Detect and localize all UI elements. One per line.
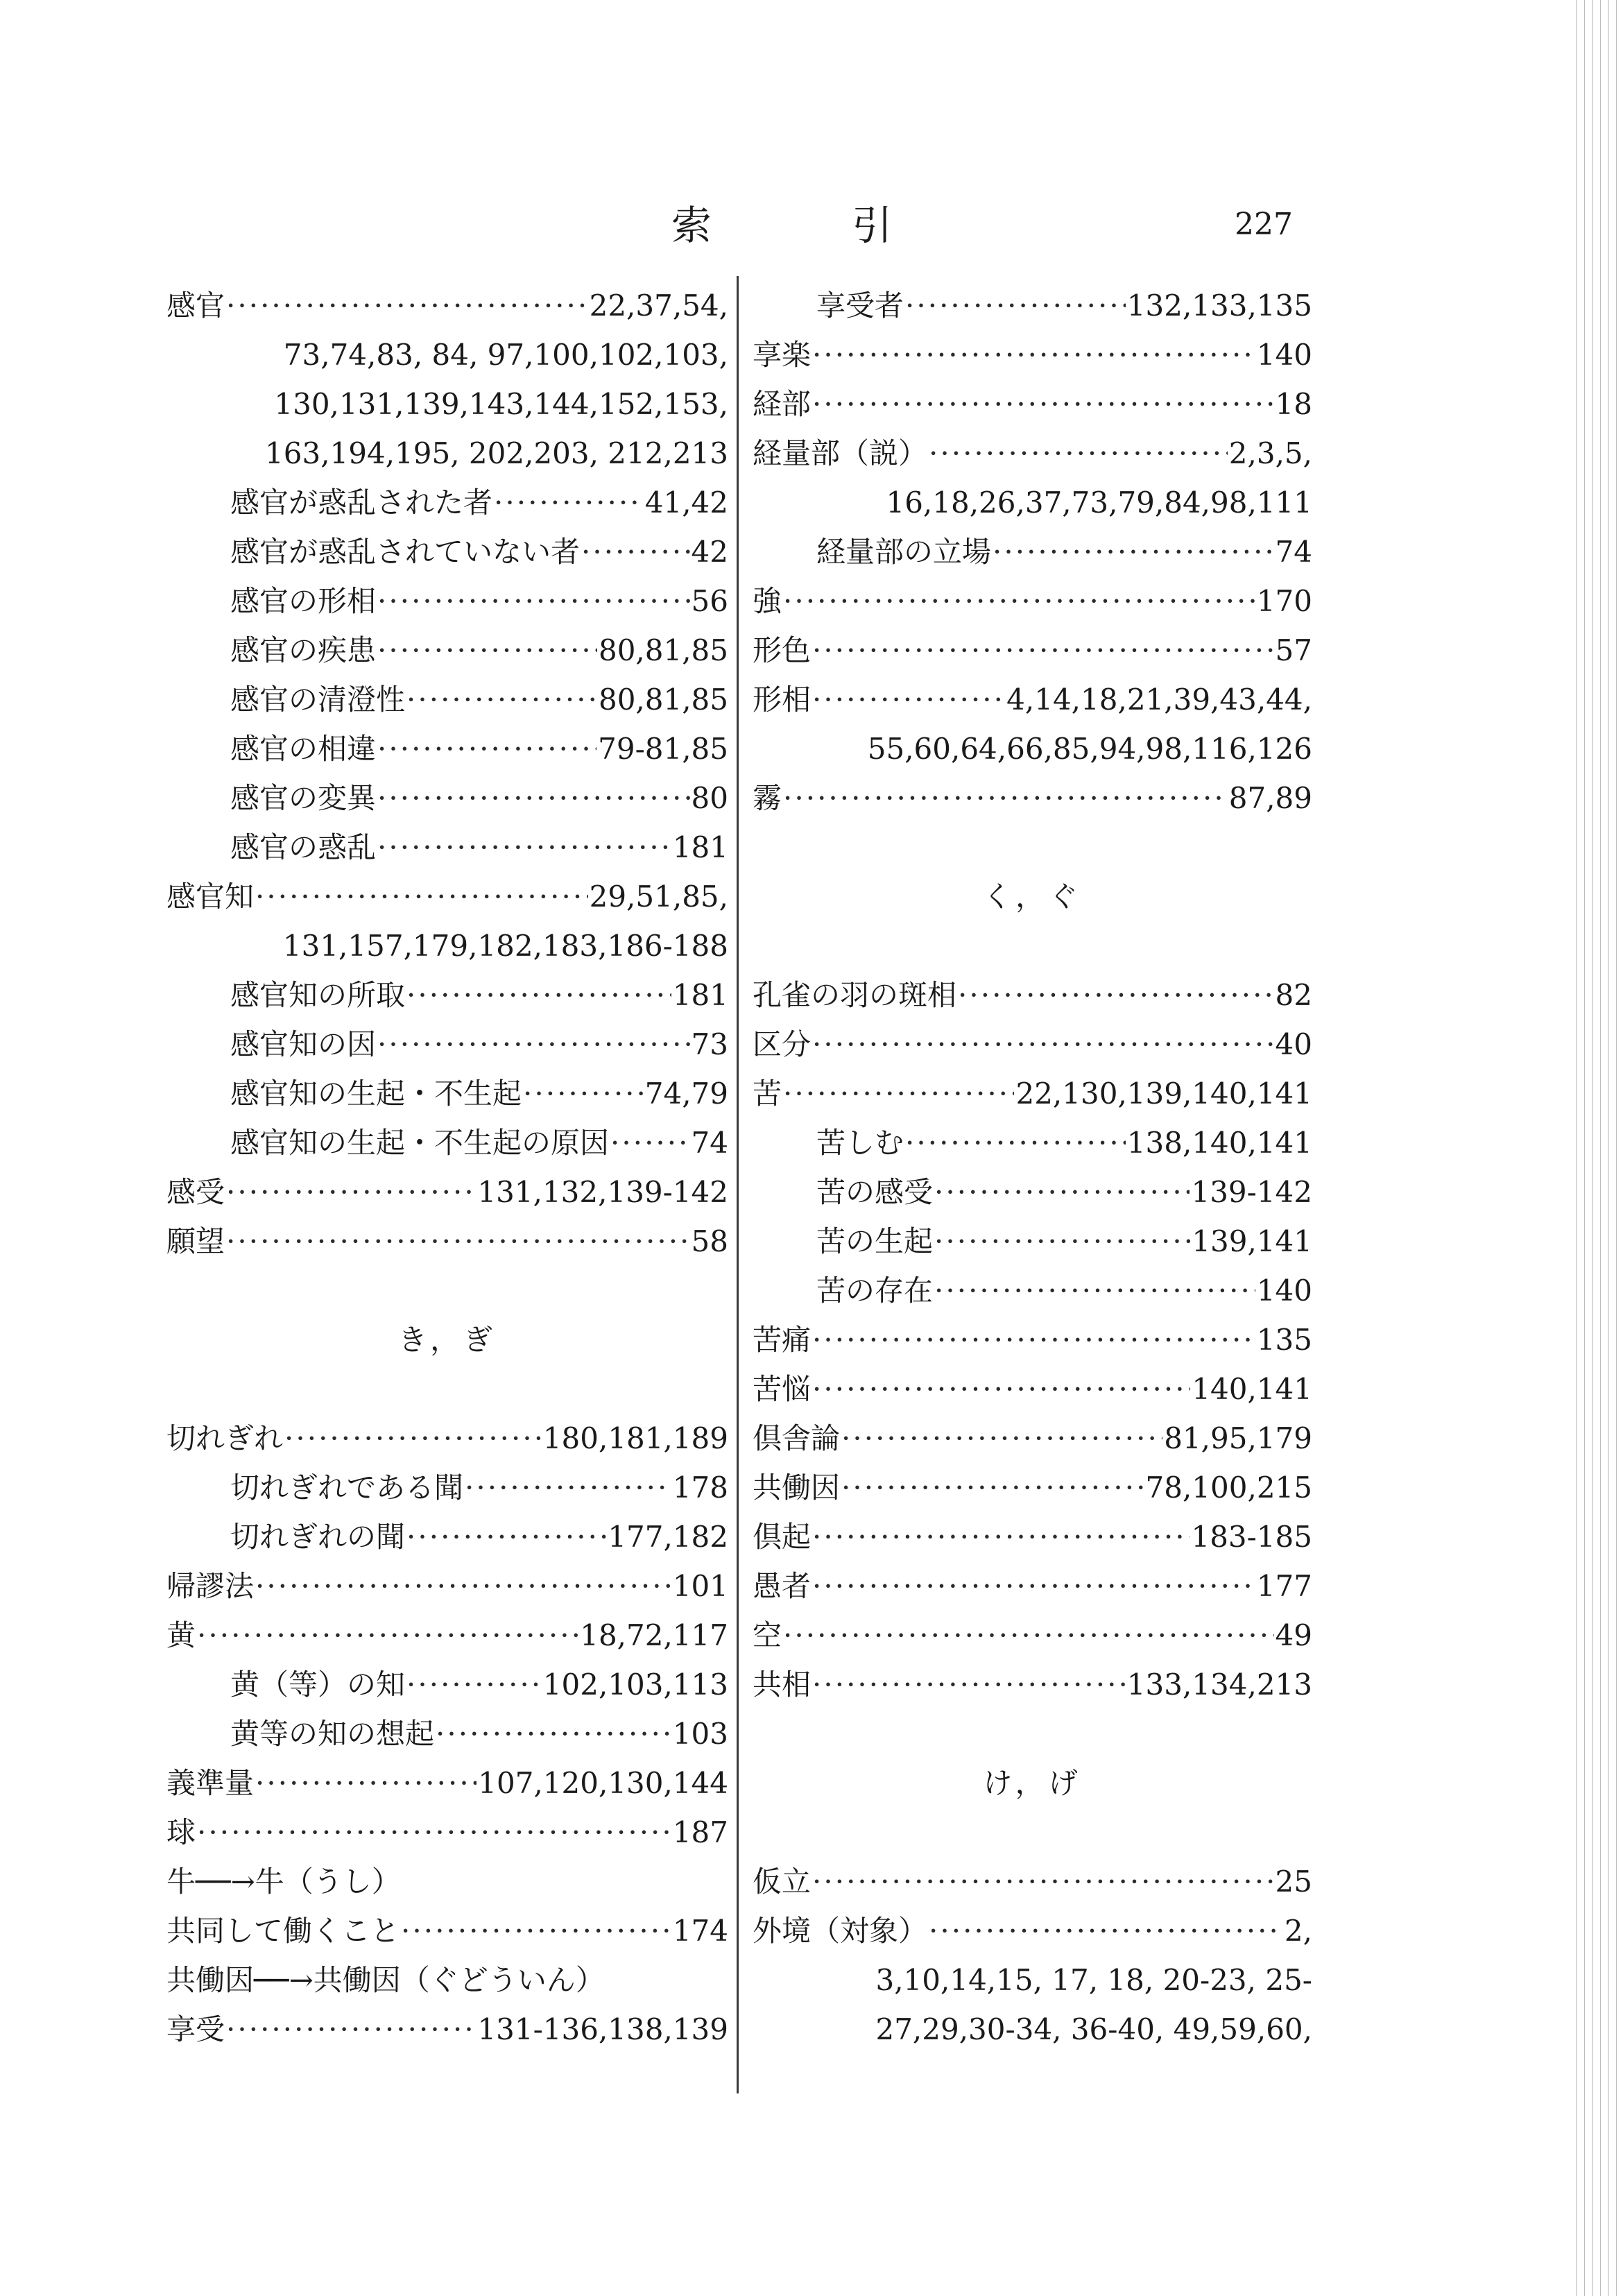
page-title: 索 引 xyxy=(671,202,956,249)
page-references: 18 xyxy=(1275,387,1312,421)
dot-leader xyxy=(812,626,1274,675)
page-references: 80,81,85 xyxy=(598,683,728,717)
dot-leader xyxy=(377,576,690,626)
index-term: 黄 xyxy=(166,1618,196,1652)
index-column-right xyxy=(753,281,1312,2054)
cross-reference: 牛──→牛（うし） xyxy=(166,1865,401,1899)
page-references: 180,181,189 xyxy=(542,1421,728,1455)
index-subentry xyxy=(753,281,1312,330)
page-references: 138,140,141 xyxy=(1126,1126,1312,1160)
index-term: 享受 xyxy=(166,2012,225,2046)
page-references: 103 xyxy=(672,1717,728,1751)
index-entry xyxy=(166,1217,728,1266)
dot-leader xyxy=(406,1512,606,1561)
dot-leader xyxy=(377,773,690,823)
page-references: 18,72,117 xyxy=(580,1618,728,1652)
dot-leader xyxy=(812,675,1005,724)
index-term: 共同して働くこと xyxy=(166,1914,400,1948)
column-divider xyxy=(737,276,739,2093)
index-entry xyxy=(166,1906,728,1955)
dot-leader xyxy=(465,1463,671,1512)
index-term: 感官知の所取 xyxy=(230,978,406,1012)
dot-leader xyxy=(934,1217,1190,1266)
page-references: 40 xyxy=(1275,1027,1312,1061)
index-entry xyxy=(753,1512,1312,1561)
dot-leader xyxy=(436,1709,671,1758)
page-references: 177 xyxy=(1256,1569,1312,1603)
page-number: 227 xyxy=(1235,207,1293,242)
dot-leader xyxy=(523,1069,644,1118)
index-subentry xyxy=(166,478,728,527)
page-references: 22,130,139,140,141 xyxy=(1015,1077,1312,1111)
page-references: 132,133,135 xyxy=(1126,289,1312,323)
index-entry xyxy=(753,675,1312,724)
index-subentry xyxy=(166,823,728,872)
index-term: 外境（対象） xyxy=(753,1914,928,1948)
index-subentry xyxy=(166,1020,728,1069)
index-subentry xyxy=(753,1217,1312,1266)
dot-leader xyxy=(406,675,597,724)
page-references: 131,132,139-142 xyxy=(477,1175,728,1209)
index-term: 感官知 xyxy=(166,880,255,914)
index-entry xyxy=(753,1857,1312,1906)
index-column-left xyxy=(166,281,728,2054)
dot-leader xyxy=(812,1315,1255,1364)
dot-leader xyxy=(783,1611,1274,1660)
dot-leader xyxy=(905,1118,1126,1167)
index-term: 感官知の生起・不生起の原因 xyxy=(230,1126,610,1160)
index-term: 感官の変異 xyxy=(230,781,377,815)
index-term: 感受 xyxy=(166,1175,225,1209)
index-term: 区分 xyxy=(753,1027,812,1061)
index-entry xyxy=(753,1463,1312,1512)
index-entry xyxy=(753,1364,1312,1414)
index-term: 願望 xyxy=(166,1224,225,1258)
page-references: 74,79 xyxy=(644,1077,728,1111)
index-entry xyxy=(753,773,1312,823)
index-entry xyxy=(753,1020,1312,1069)
page-references: 2, xyxy=(1284,1914,1312,1948)
index-term: 切れぎれの聞 xyxy=(230,1520,406,1554)
index-subentry xyxy=(753,527,1312,576)
page-references: 4,14,18,21,39,43,44, xyxy=(1006,683,1312,717)
index-term: 苦悩 xyxy=(753,1372,812,1406)
index-subentry xyxy=(166,626,728,675)
dot-leader xyxy=(255,1561,671,1611)
dot-leader xyxy=(581,527,690,576)
page-references: 74 xyxy=(691,1126,728,1160)
dot-leader xyxy=(377,724,596,773)
index-subentry xyxy=(166,724,728,773)
index-entry xyxy=(753,1414,1312,1463)
index-term: 切れぎれである聞 xyxy=(230,1471,464,1505)
dot-leader xyxy=(197,1808,671,1857)
index-term: 感官 xyxy=(166,289,225,323)
index-term: 感官の惑乱 xyxy=(230,830,377,864)
index-term: 経量部の立場 xyxy=(816,535,992,569)
index-term: 黄等の知の想起 xyxy=(230,1717,435,1751)
dot-leader xyxy=(406,1660,542,1709)
index-entry xyxy=(166,1808,728,1857)
index-entry xyxy=(753,1660,1312,1709)
index-subentry xyxy=(166,1660,728,1709)
index-subentry xyxy=(753,1118,1312,1167)
page-references-continuation: 27,29,30-34, 36-40, 49,59,60, xyxy=(875,2012,1312,2046)
dot-leader xyxy=(783,773,1228,823)
page-references: 2,3,5, xyxy=(1228,436,1312,470)
dot-leader xyxy=(934,1167,1190,1217)
index-term: 球 xyxy=(166,1815,196,1849)
index-term: 感官が惑乱されていない者 xyxy=(230,535,581,569)
index-entry xyxy=(753,1561,1312,1611)
index-entry xyxy=(166,1611,728,1660)
page-references: 135 xyxy=(1256,1323,1312,1357)
dot-leader xyxy=(377,1020,690,1069)
page-references: 41,42 xyxy=(644,486,728,520)
index-subentry xyxy=(166,1709,728,1758)
page-references-continuation: 131,157,179,182,183,186-188 xyxy=(282,929,728,963)
index-subentry xyxy=(166,576,728,626)
dot-leader xyxy=(929,429,1228,478)
dot-leader xyxy=(255,1758,476,1808)
index-subentry xyxy=(166,527,728,576)
index-term: 感官知の因 xyxy=(230,1027,377,1061)
dot-leader xyxy=(783,576,1255,626)
index-subentry xyxy=(753,1167,1312,1217)
page-references: 49 xyxy=(1275,1618,1312,1652)
page-references: 58 xyxy=(691,1224,728,1258)
index-term: 苦の生起 xyxy=(816,1224,934,1258)
index-term: 義準量 xyxy=(166,1766,255,1800)
index-term: 帰謬法 xyxy=(166,1569,255,1603)
page-references: 139,141 xyxy=(1192,1224,1312,1258)
dot-leader xyxy=(812,1561,1255,1611)
dot-leader xyxy=(255,872,588,921)
dot-leader xyxy=(929,1906,1283,1955)
index-entry xyxy=(166,2005,728,2054)
page-references: 181 xyxy=(672,830,728,864)
index-entry xyxy=(753,970,1312,1020)
dot-leader xyxy=(494,478,644,527)
index-entry xyxy=(166,1414,728,1463)
index-term: 切れぎれ xyxy=(166,1421,284,1455)
page-references: 140,141 xyxy=(1192,1372,1312,1406)
page-references: 81,95,179 xyxy=(1164,1421,1312,1455)
page-references: 42 xyxy=(691,535,728,569)
dot-leader xyxy=(812,1660,1126,1709)
index-term: 感官が惑乱された者 xyxy=(230,486,493,520)
dot-leader xyxy=(406,970,671,1020)
dot-leader xyxy=(812,1857,1274,1906)
dot-leader xyxy=(197,1611,578,1660)
dot-leader xyxy=(841,1463,1144,1512)
dot-leader xyxy=(284,1414,542,1463)
page-references: 78,100,215 xyxy=(1145,1471,1312,1505)
index-subentry xyxy=(166,970,728,1020)
index-entry xyxy=(753,1906,1312,1955)
dot-leader xyxy=(812,330,1255,379)
dot-leader xyxy=(401,1906,671,1955)
index-entry xyxy=(753,626,1312,675)
page-references: 101 xyxy=(672,1569,728,1603)
page-references: 133,134,213 xyxy=(1126,1668,1312,1702)
dot-leader xyxy=(958,970,1274,1020)
page-references: 140 xyxy=(1256,338,1312,372)
index-term: 感官の清澄性 xyxy=(230,683,406,717)
dot-leader xyxy=(226,1217,690,1266)
index-term: 黄（等）の知 xyxy=(230,1668,406,1702)
index-subentry xyxy=(753,1266,1312,1315)
page-references: 80,81,85 xyxy=(598,633,728,667)
index-term: 形色 xyxy=(753,633,812,667)
index-entry xyxy=(753,330,1312,379)
dot-leader xyxy=(226,2005,476,2054)
page-references: 178 xyxy=(672,1471,728,1505)
index-term: 享楽 xyxy=(753,338,812,372)
dot-leader xyxy=(993,527,1274,576)
page-references: 74 xyxy=(1275,535,1312,569)
page-references: 29,51,85, xyxy=(589,880,728,914)
index-subentry xyxy=(166,675,728,724)
dot-leader xyxy=(812,1364,1190,1414)
index-entry xyxy=(166,872,728,921)
index-term: 倶舎論 xyxy=(753,1421,841,1455)
page-references-continuation: 3,10,14,15, 17, 18, 20-23, 25- xyxy=(875,1963,1312,1997)
page-references: 25 xyxy=(1275,1865,1312,1899)
page-references: 183-185 xyxy=(1191,1520,1312,1554)
page-references: 87,89 xyxy=(1228,781,1312,815)
index-entry xyxy=(753,429,1312,478)
index-term: 感官の疾患 xyxy=(230,633,377,667)
index-term: 苦 xyxy=(753,1077,782,1111)
page-references: 82 xyxy=(1275,978,1312,1012)
index-term: 苦しむ xyxy=(816,1126,904,1160)
page-references: 181 xyxy=(672,978,728,1012)
index-term: 仮立 xyxy=(753,1865,812,1899)
index-entry xyxy=(753,1069,1312,1118)
dot-leader xyxy=(783,1069,1014,1118)
section-heading: き，ぎ xyxy=(397,1323,497,1357)
dot-leader xyxy=(812,1512,1190,1561)
dot-leader xyxy=(610,1118,690,1167)
page-references: 140 xyxy=(1256,1274,1312,1308)
index-term: 霧 xyxy=(753,781,782,815)
cross-reference: 共働因──→共働因（ぐどういん） xyxy=(166,1963,605,1997)
page-references: 187 xyxy=(672,1815,728,1849)
page-references: 80 xyxy=(691,781,728,815)
section-heading: く，ぐ xyxy=(982,880,1083,914)
index-entry xyxy=(166,281,728,330)
dot-leader xyxy=(812,1020,1274,1069)
section-heading: け，げ xyxy=(983,1766,1082,1800)
index-subentry xyxy=(166,1463,728,1512)
dot-leader xyxy=(841,1414,1162,1463)
index-term: 共相 xyxy=(753,1668,812,1702)
page-references: 79-81,85 xyxy=(598,732,728,766)
page-references: 139-142 xyxy=(1191,1175,1312,1209)
page-references: 170 xyxy=(1256,584,1312,618)
index-entry xyxy=(753,379,1312,429)
page-references-continuation: 163,194,195, 202,203, 212,213 xyxy=(265,436,728,470)
index-entry xyxy=(753,1315,1312,1364)
dot-leader xyxy=(377,626,597,675)
dot-leader xyxy=(377,823,671,872)
scan-edge xyxy=(1569,0,1623,2296)
page-references: 131-136,138,139 xyxy=(477,2012,728,2046)
page-references: 102,103,113 xyxy=(542,1668,728,1702)
index-term: 倶起 xyxy=(753,1520,812,1554)
page-references: 57 xyxy=(1275,633,1312,667)
index-entry xyxy=(166,1758,728,1808)
index-term: 苦の感受 xyxy=(816,1175,934,1209)
index-term: 経部 xyxy=(753,387,812,421)
index-subentry xyxy=(166,773,728,823)
page-references: 107,120,130,144 xyxy=(478,1766,728,1800)
index-term: 経量部（説） xyxy=(753,436,928,470)
dot-leader xyxy=(905,281,1126,330)
page-references: 22,37,54, xyxy=(589,289,728,323)
index-subentry xyxy=(166,1069,728,1118)
index-term: 苦の存在 xyxy=(816,1274,934,1308)
index-term: 享受者 xyxy=(816,289,904,323)
index-term: 愚者 xyxy=(753,1569,812,1603)
index-entry xyxy=(166,1167,728,1217)
index-entry xyxy=(166,1561,728,1611)
dot-leader xyxy=(812,379,1274,429)
index-term: 感官の形相 xyxy=(230,584,377,618)
index-entry xyxy=(753,576,1312,626)
page-references-continuation: 73,74,83, 84, 97,100,102,103, xyxy=(283,338,728,372)
index-term: 空 xyxy=(753,1618,782,1652)
page-references-continuation: 16,18,26,37,73,79,84,98,111 xyxy=(886,486,1312,520)
page-references-continuation: 55,60,64,66,85,94,98,116,126 xyxy=(867,732,1312,766)
page-references: 177,182 xyxy=(608,1520,728,1554)
index-subentry xyxy=(166,1512,728,1561)
index-term: 孔雀の羽の斑相 xyxy=(753,978,957,1012)
dot-leader xyxy=(226,1167,476,1217)
dot-leader xyxy=(226,281,588,330)
page-references: 174 xyxy=(672,1914,728,1948)
index-term: 共働因 xyxy=(753,1471,841,1505)
page-references: 73 xyxy=(691,1027,728,1061)
index-term: 感官知の生起・不生起 xyxy=(230,1077,522,1111)
index-term: 形相 xyxy=(753,683,812,717)
index-subentry xyxy=(166,1118,728,1167)
page-references-continuation: 130,131,139,143,144,152,153, xyxy=(274,387,728,421)
index-term: 苦痛 xyxy=(753,1323,812,1357)
index-term: 感官の相違 xyxy=(230,732,377,766)
index-term: 強 xyxy=(753,584,782,618)
dot-leader xyxy=(934,1266,1255,1315)
index-entry xyxy=(753,1611,1312,1660)
page-references: 56 xyxy=(691,584,728,618)
